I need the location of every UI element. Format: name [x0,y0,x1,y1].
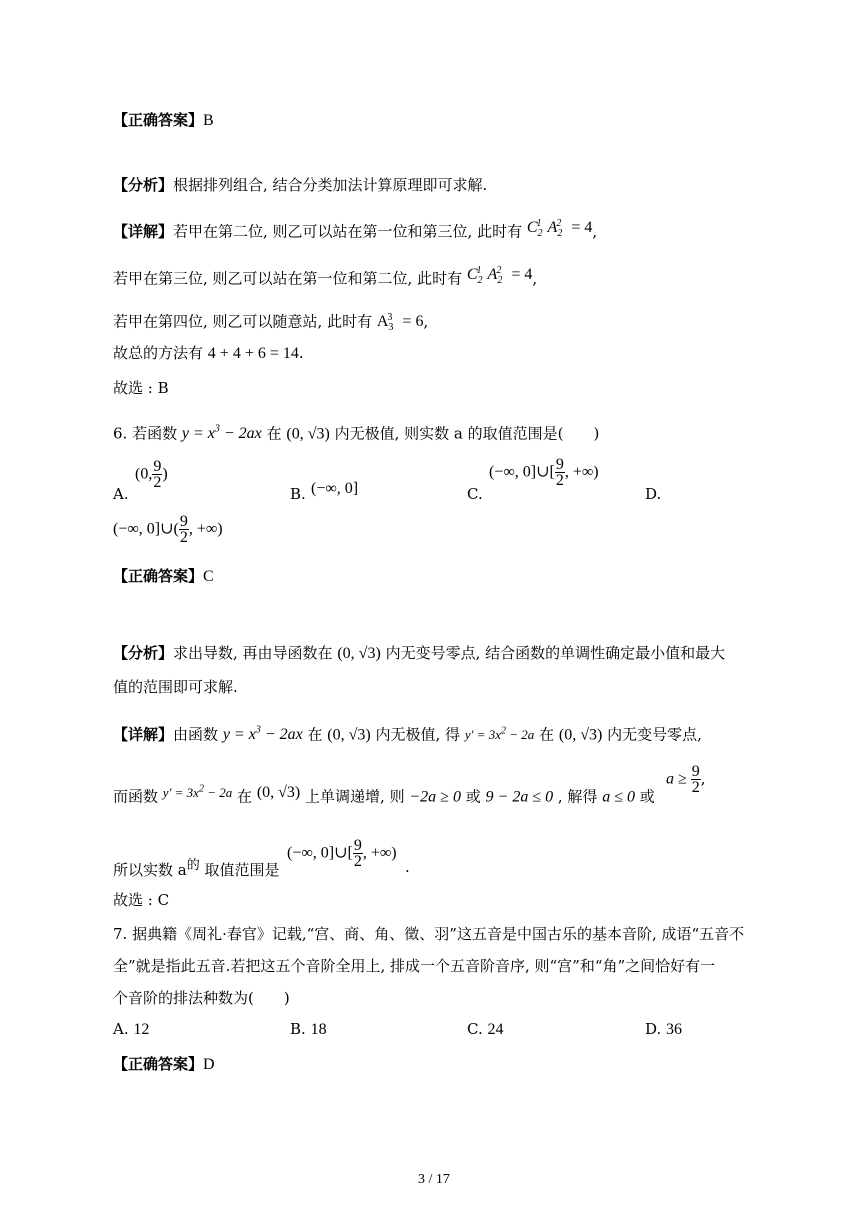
interval-formula: (0, √3) [337,645,381,662]
analysis-tag: 【分析】 [113,176,174,194]
detail-tag: 【详解】 [113,725,174,744]
detail-text: 若甲在第二位, 则乙可以站在第一位和第三位, 此时有 [173,222,523,241]
deriv-formula: $y' = 3x^2 - 2a$ [162,784,233,801]
q6-option-a-value: (0, $\frac{9}{2}$ ) [135,458,168,491]
solution-2: a ≥ $\frac{9}{2}$ , [666,763,706,796]
q5-answer-line [113,110,214,131]
answer-value: C [203,568,214,585]
q6-answer-line [113,566,214,587]
page-number: 3 / 17 [418,1172,450,1187]
q6-analysis-line-2: 值的范围即可求解. [113,678,238,696]
interval-formula: (0, √3) [558,726,603,744]
q6-option-c-value: (−∞, 0]∪[ $\frac{9}{2}$ , +∞) [489,456,599,489]
q6-option-a-label: A. [113,485,129,503]
q6-option-b-label: B. [290,485,306,503]
detail-text: 而函数 [113,787,159,806]
period: . [405,858,410,876]
detail-text: 内无极值, 得 [375,725,461,744]
detail-text: 由函数 [173,725,219,744]
q6-option-d-label: D. [645,485,662,503]
interval-formula: (0, √3) [327,726,371,744]
formula-sum: 4 + 4 + 6 = 14 [207,345,299,362]
q6-option-d-value: (−∞, 0]∪( $\frac{9}{2}$ , +∞) [113,513,223,546]
detail-text: 故总的方法有 [113,344,204,362]
detail-text: 在 [307,725,323,744]
q6-detail-line-1 [113,721,702,745]
q7-stem-line-2: 全”就是指此五音.若把这五个音阶全用上, 排成一个五音阶音序, 则“宫”和“角”之间恰好有一 [113,957,716,975]
stem-text: 内无极值, 则实数 a 的取值范围是( ) [334,424,600,443]
answer-tag: 【正确答案】 [113,567,204,585]
q7-option-b: B. 18 [290,1020,327,1038]
answer-tag: 【正确答案】 [113,111,204,129]
stem-text: 6. 若函数 [113,424,178,443]
interval-formula: (0, √3) [286,425,330,443]
deriv-formula: $y' = 3x^2 - 2a$ [464,726,535,743]
detail-text: 若甲在第三位, 则乙可以站在第一位和第二位, 此时有 [113,269,463,288]
detail-text: 上单调递增, 则 [305,787,405,806]
q7-answer-line [113,1054,215,1075]
detail-text: 所以实数 a [113,861,187,879]
q6-stem [113,420,599,444]
q5-detail-line-1: 【详解】若甲在第二位, 则乙可以站在第一位和第三位, 此时有 $C_2^1$ $A_2^2 = 4$, [113,218,598,241]
q7-stem-line-3: 个音阶的排法种数为( ) [113,989,290,1007]
q6-detail-line-3 [113,856,280,880]
analysis-tag: 【分析】 [113,644,174,662]
detail-text: 或 [465,787,481,806]
answer-value: B [203,112,214,129]
q7-option-a: A. 12 [113,1020,150,1038]
q6-detail-line-2 [113,784,655,807]
answer-value: D [203,1056,215,1073]
solution-1: a ≤ 0 [602,788,635,806]
q6-choose: 故选 : C [113,891,170,909]
detail-text: 在 [539,725,555,744]
formula-c-a: $C_2^1$ $A_2^2 = 4$ [466,265,533,287]
detail-tag: 【详解】 [113,222,174,241]
formula-a: $A_3^3 = 6$ [376,312,424,334]
detail-text: 内无变号零点, [607,725,702,744]
detail-text-small: 的 [186,858,200,873]
q5-analysis-line [113,175,487,195]
q5-choose: 故选 : B [113,379,169,397]
detail-text: 若甲在第四位, 则乙可以随意站, 此时有 [113,312,373,331]
q7-option-d: D. 36 [645,1020,683,1038]
q7-stem-line-1: 7. 据典籍《周礼·春官》记载,“宫、商、角、徵、羽”这五音是中国古乐的基本音阶, 成语“五音不 [113,925,745,943]
q7-option-c: C. 24 [467,1020,504,1038]
interval-formula: (0, √3) [256,784,301,802]
q5-detail-line-4: 故总的方法有 4 + 4 + 6 = 14. [113,344,304,362]
analysis-text: 内无变号零点, 结合函数的单调性确定最小值和最大 [385,644,726,662]
q6-option-c-label: C. [467,485,483,503]
func-formula: $y = x^3 - 2ax$ [222,725,303,744]
condition-1: −2a ≥ 0 [409,788,461,806]
range-formula: (−∞, 0]∪[ $\frac{9}{2}$ , +∞) [287,837,397,870]
detail-text: 取值范围是 [204,861,280,879]
q5-detail-line-3: 若甲在第四位, 则乙可以随意站, 此时有 $A_3^3 = 6$, [113,312,429,334]
stem-text: 在 [266,424,282,443]
analysis-text: 根据排列组合, 结合分类加法计算原理即可求解. [173,176,488,194]
detail-text: 或 [639,787,655,806]
q6-analysis-line-1 [113,643,725,664]
func-formula: $y = x^3 - 2ax$ [181,424,262,443]
formula-c-a: $C_2^1$ $A_2^2 = 4$ [526,218,593,240]
detail-text: , 解得 [557,787,598,806]
q5-detail-line-2: 若甲在第三位, 则乙可以站在第一位和第二位, 此时有 $C_2^1$ $A_2^2 = 4$, [113,265,538,288]
condition-2: 9 − 2a ≤ 0 [485,788,554,806]
answer-tag: 【正确答案】 [113,1055,204,1073]
detail-text: 在 [237,787,253,806]
q6-option-b-value: (−∞, 0] [311,480,359,497]
analysis-text: 求出导数, 再由导函数在 [173,644,333,662]
